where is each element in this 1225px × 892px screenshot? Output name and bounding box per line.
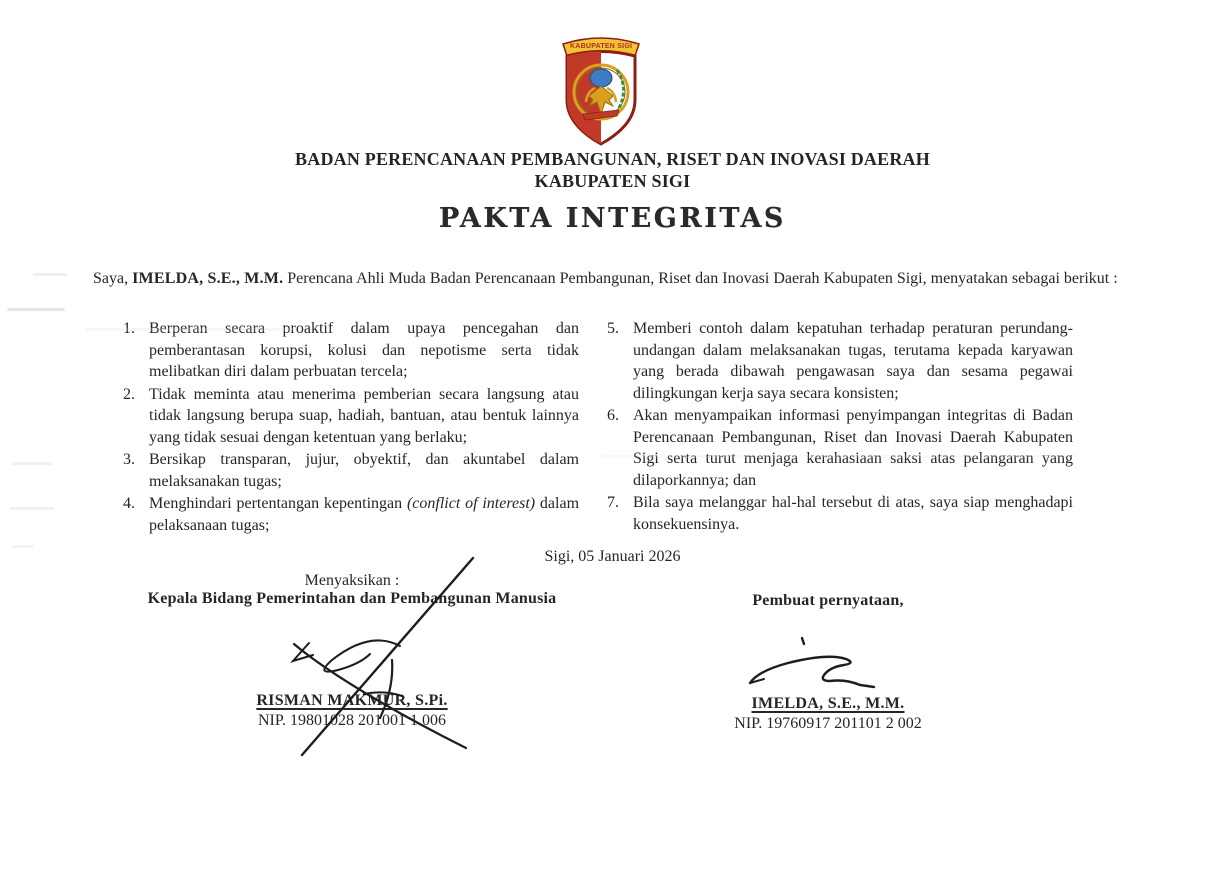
declarant-signature-space bbox=[700, 610, 956, 695]
coat-of-arms-icon bbox=[551, 30, 651, 148]
intro-rest: Perencana Ahli Muda Badan Perencanaan Pembangunan, Riset dan Inovasi Daerah Kabupaten Sigi, menyatakan sebagai berikut : bbox=[283, 270, 1118, 287]
item-number: 5. bbox=[607, 320, 619, 337]
scan-artifact bbox=[33, 273, 67, 276]
item-number: 2. bbox=[123, 385, 135, 403]
witness-label: Menyaksikan : bbox=[304, 572, 400, 589]
item-number: 7. bbox=[607, 494, 619, 511]
scan-artifact bbox=[12, 545, 34, 548]
item-text: Tidak meminta atau menerima pemberian secara langsung atau tidak langsung berupa suap, hadiah, bantuan, atau bentuk lainnya yang tidak sesuai dengan ketentuan yang berlaku; bbox=[149, 385, 579, 446]
scan-artifact bbox=[10, 507, 54, 510]
item-text-post: dalam pelaksanaan tugas; bbox=[149, 495, 580, 534]
list-item-2 bbox=[123, 384, 579, 449]
list-item-7 bbox=[607, 492, 1073, 535]
item-text-italic: (conflict of interest) bbox=[406, 495, 536, 512]
declarant-nip: NIP. 19760917 201101 2 002 bbox=[734, 715, 922, 732]
item-text bbox=[149, 493, 579, 536]
clauses-right-column bbox=[607, 318, 1073, 537]
logo-banner-text: KABUPATEN SIGI bbox=[570, 43, 632, 50]
item-number: 4. bbox=[123, 495, 135, 512]
org-name-line2: KABUPATEN SIGI bbox=[534, 171, 691, 191]
kabupaten-sigi-logo bbox=[551, 30, 651, 148]
intro-prefix: Saya, bbox=[93, 270, 133, 287]
org-name-line1: BADAN PERENCANAAN PEMBANGUNAN, RISET DAN INOVASI DAERAH bbox=[295, 149, 930, 169]
list-item-5 bbox=[607, 318, 1073, 404]
item-text: Bila saya melanggar hal-hal tersebut di atas, saya siap menghadapi konsekuensinya. bbox=[633, 494, 1073, 533]
date-place-line: Sigi, 05 Januari 2026 bbox=[544, 548, 681, 565]
witness-signature-block bbox=[138, 572, 566, 730]
item-number: 3. bbox=[123, 451, 135, 468]
integrity-clauses bbox=[123, 318, 1073, 537]
witness-role: Kepala Bidang Pemerintahan dan Pembangunan Manusia bbox=[147, 590, 557, 607]
witness-nip: NIP. 19801028 201001 1 006 bbox=[257, 712, 446, 729]
list-item-4 bbox=[123, 493, 579, 536]
document-title: PAKTA INTEGRITAS bbox=[439, 203, 786, 234]
declarant-name: IMELDA, S.E., M.M. bbox=[751, 695, 905, 712]
declarant-role: Pembuat pernyataan, bbox=[752, 592, 904, 609]
scan-artifact bbox=[600, 455, 1070, 458]
item-text: Berperan secara proaktif dalam upaya pencegahan dan pemberantasan korupsi, kolusi dan nepotisme serta tidak melibatkan diri dalam perbuatan tercela; bbox=[149, 320, 579, 380]
clauses-left-column bbox=[123, 318, 579, 537]
item-text-pre: Menghindari pertentangan kepentingan bbox=[149, 495, 407, 512]
witness-name: RISMAN MAKMUR, S.Pi. bbox=[256, 692, 448, 709]
declarant-signature-block bbox=[700, 592, 956, 733]
item-text: Memberi contoh dalam kepatuhan terhadap peraturan perundang-undangan dalam melaksanakan tugas, terutama kepada karyawan yang berada dibawah pengawasan saya dan sesama pegawai dilingkungan kerja saya secara konsisten; bbox=[633, 320, 1073, 402]
item-number: 6. bbox=[607, 407, 619, 424]
scan-artifact bbox=[86, 328, 296, 331]
list-item-3 bbox=[123, 449, 579, 492]
item-text: Akan menyampaikan informasi penyimpangan integritas di Badan Perencanaan Pembangunan, Riset dan Inovasi Daerah Kabupaten Sigi serta turut menjaga kerahasiaan saksi atas pelangaran yang dilaporkannya; dan bbox=[633, 407, 1073, 489]
witness-signature-space bbox=[138, 608, 566, 692]
intro-paragraph bbox=[93, 268, 1133, 290]
scan-artifact bbox=[12, 462, 52, 465]
list-item-6 bbox=[607, 405, 1073, 491]
scan-artifact bbox=[7, 308, 65, 311]
item-text: Bersikap transparan, jujur, obyektif, dan akuntabel dalam melaksanakan tugas; bbox=[149, 451, 579, 490]
declarant-name-inline: IMELDA, S.E., M.M. bbox=[132, 270, 284, 287]
item-number: 1. bbox=[123, 320, 135, 337]
org-header bbox=[0, 148, 1225, 192]
